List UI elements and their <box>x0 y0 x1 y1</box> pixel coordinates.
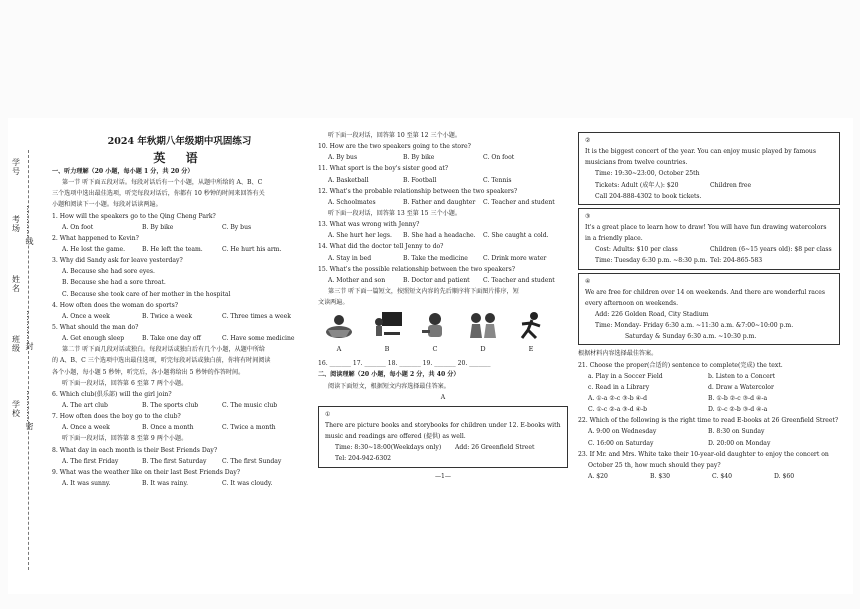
part2-instruction-2: 的 A、B、C 三个选项中选出最佳选项，听完每段对话或独白前，你将有时间阅读 <box>52 357 271 365</box>
question-9: 9. What was the weather like on their last Best Friends Day? <box>52 468 241 476</box>
option-a[interactable]: A. ①-a ②-c ③-b ④-d <box>588 394 648 402</box>
option-a[interactable]: A. Stay in bed <box>328 254 372 262</box>
question-13-options <box>318 230 568 241</box>
question-14-options <box>318 253 568 264</box>
option-a[interactable]: A. Once a week <box>62 424 110 432</box>
notice-1-address: Add: 26 Greenfield Street <box>455 444 535 452</box>
option-c[interactable]: C. Twice a month <box>222 424 276 432</box>
question-21-options-cd <box>578 404 840 415</box>
binding-margin <box>8 150 38 570</box>
option-a[interactable]: A. She hurt her legs. <box>328 232 392 240</box>
option-c[interactable]: C. Because she took care of her mother in the hospital <box>62 290 231 298</box>
notice-2-number: ② <box>585 137 591 144</box>
picture-d-icon <box>466 310 500 342</box>
question-1-options <box>52 222 307 233</box>
listen-instruction-8-9: 听下面一段对话，回答第 8 至第 9 两个小题。 <box>62 435 188 443</box>
listen-instruction-13-15: 听下面一段对话，回答第 13 至第 15 三个小题。 <box>328 209 461 217</box>
notice-4-text-2: every afternoon on weekends. <box>585 299 679 307</box>
option-b[interactable]: B. By bike <box>403 154 435 162</box>
notice-2-tickets-row <box>585 180 835 191</box>
part1-instruction: 第一节 听下面五段对话。每段对话后有一个小题，从题中所给的 A、B、C <box>62 179 263 187</box>
question-10-options <box>318 152 568 163</box>
question-9-options <box>52 478 307 489</box>
option-c[interactable]: C. 16:00 on Saturday <box>588 439 654 447</box>
option-b[interactable]: B. The first Saturday <box>142 457 207 465</box>
label-exam-room: 考场 <box>12 215 20 233</box>
column-2 <box>318 130 568 482</box>
question-2-options <box>52 244 307 255</box>
question-7-options <box>52 422 307 433</box>
notice-2-children: Children free <box>710 181 752 189</box>
option-d[interactable]: D. $60 <box>774 472 795 480</box>
question-1: 1. How will the speakers go to the Qing Cheng Park? <box>52 212 216 220</box>
label-name: 姓名 <box>12 275 20 293</box>
question-6: 6. Which club(俱乐部) will the girl join? <box>52 390 172 398</box>
question-23-line-2: October 25 th, how much should they pay? <box>588 461 721 469</box>
question-11-options <box>318 175 568 186</box>
label-class: 班级 <box>12 335 20 353</box>
option-b[interactable]: B. ①-b ②-c ③-d ④-a <box>708 394 768 402</box>
option-b[interactable]: B. Football <box>403 176 437 184</box>
option-c[interactable]: C. Tennis <box>483 176 512 184</box>
option-b[interactable]: B. By bike <box>142 223 174 231</box>
notice-1-time: Time: 8:30~18:00(Weekdays only) <box>335 444 442 452</box>
reading-instruction: 阅读下面短文，根据短文内容选择最佳答案。 <box>328 382 450 390</box>
notice-3-children: Children (6~15 years old): $8 per class <box>710 246 832 254</box>
column-1 <box>52 130 307 489</box>
mark-seal: …………封 <box>25 310 34 350</box>
picture-a-icon <box>322 310 356 342</box>
option-b[interactable]: B. 8:30 on Sunday <box>708 428 765 436</box>
notice-2-text-2: musicians from twelve countries. <box>585 159 688 167</box>
label-school: 学校 <box>12 400 20 418</box>
notice-3-cost-row <box>585 244 835 255</box>
part2-instruction-3: 各个小题，每小题 5 秒钟，听完后，各小题将给出 5 秒钟的作答时间。 <box>52 368 245 376</box>
notice-2-text: It is the biggest concert of the year. You can enjoy music played by famous <box>585 148 816 156</box>
option-a[interactable]: A. By bus <box>328 154 358 162</box>
option-c[interactable]: C. Teacher and student <box>483 276 555 284</box>
option-c[interactable]: C. On foot <box>483 154 515 162</box>
notice-box-2 <box>578 132 840 205</box>
picture-label-e: E <box>528 345 534 354</box>
option-a[interactable]: A. On foot <box>62 223 94 231</box>
picture-label-c: C <box>432 345 438 354</box>
option-a[interactable]: A. It was sunny. <box>62 479 111 487</box>
question-22-options-ab <box>578 426 840 437</box>
option-c[interactable]: C. He hurt his arm. <box>222 245 282 253</box>
option-b[interactable]: B. Because she had a sore throat. <box>62 279 166 287</box>
mark-line: …………线 <box>25 205 34 245</box>
option-c[interactable]: C. By bus <box>222 223 252 231</box>
question-21-items-ab <box>578 371 840 382</box>
item-d: d. Draw a Watercolor <box>708 383 774 391</box>
question-22-options-cd <box>578 438 840 449</box>
item-a: a. Play in a Soccer Field <box>588 372 663 380</box>
subject-title: 英 语 <box>153 151 206 165</box>
option-a[interactable]: A. 9:00 on Wednesday <box>588 428 657 436</box>
notice-1-tel: Tel: 204-942-6302 <box>335 455 392 463</box>
section-reading: 二、阅读理解（20 小题，每小题 2 分，共 40 分） <box>318 371 460 379</box>
option-b[interactable]: B. Take the medicine <box>403 254 468 262</box>
part1-instruction-2: 三个选项中选出最佳选项，听完每段对话后，你都有 10 秒钟的时间来回答有关 <box>52 190 265 198</box>
option-a[interactable]: A. Mother and son <box>328 276 386 284</box>
notice-3-number: ③ <box>585 212 591 220</box>
option-d[interactable]: D. 20:00 on Monday <box>708 439 771 447</box>
question-6-options <box>52 400 307 411</box>
picture-label-b: B <box>384 345 390 354</box>
picture-e-icon <box>514 310 548 342</box>
question-15-options <box>318 275 568 286</box>
option-c[interactable]: C. The first Sunday <box>222 457 282 465</box>
option-a[interactable]: A. He lost the game. <box>62 245 126 253</box>
option-a[interactable]: A. $20 <box>588 472 608 480</box>
notice-box-4 <box>578 273 840 346</box>
picture-label-a: A <box>336 345 342 354</box>
notice-4-number: ④ <box>585 277 591 285</box>
notice-3-cost: Cost: Adults: $10 per class <box>595 246 678 254</box>
option-b[interactable]: B. Twice a week <box>142 312 193 320</box>
option-a[interactable]: A. The art club <box>62 401 108 409</box>
picture-c-icon <box>418 310 452 342</box>
question-14: 14. What did the doctor tell Jenny to do? <box>318 243 444 251</box>
question-5-options <box>52 333 307 344</box>
question-15: 15. What's the possible relationship between the two speakers? <box>318 265 515 273</box>
notice-1-text: There are picture books and storybooks for children under 12. E-books with <box>325 421 561 429</box>
question-2: 2. What happened to Kevin? <box>52 234 139 242</box>
part1-instruction-3: 小题和阅读下一小题。每段对话读两遍。 <box>52 201 162 209</box>
section-listening: 一、听力理解（20 小题，每小题 1 分，共 20 分） <box>52 168 194 175</box>
notice-1-number: ① <box>325 410 331 418</box>
option-c[interactable]: C. She caught a cold. <box>483 232 549 240</box>
option-a[interactable]: A. Because she had sore eyes. <box>62 268 155 276</box>
part2-instruction: 第二节 听下面几段对话或独白。每段对话或独白后有几个小题，从题中所给 <box>62 346 266 354</box>
question-12: 12. What's the probable relationship between the two speakers? <box>318 187 518 195</box>
option-d[interactable]: D. ①-c ②-b ③-d ④-a <box>708 406 768 414</box>
notice-box-3 <box>578 208 840 270</box>
question-21-items-cd <box>578 382 840 393</box>
option-c[interactable]: C. Three times a week <box>222 312 291 320</box>
option-c[interactable]: C. Teacher and student <box>483 198 555 206</box>
listen-instruction-6-7: 听下面一段对话，回答第 6 至第 7 两个小题。 <box>62 379 188 387</box>
notice-4-address: Add: 226 Golden Road, City Stadium <box>595 310 709 318</box>
notice-3-time-row <box>585 255 835 266</box>
column-3 <box>578 132 840 482</box>
question-7: 7. How often does the boy go to the club? <box>52 413 181 421</box>
questions-instruction: 根据材料内容选择最佳答案。 <box>578 350 658 358</box>
option-a[interactable]: A. The first Friday <box>62 457 119 465</box>
option-b[interactable]: B. She had a headache. <box>403 232 476 240</box>
item-b: b. Listen to a Concert <box>708 372 776 380</box>
question-23-options <box>578 471 840 482</box>
part3-instruction-2: 文读两遍。 <box>318 299 349 307</box>
mark-secret: …………密 <box>25 390 34 430</box>
question-10: 10. How are the two speakers going to the store? <box>318 143 471 151</box>
option-c[interactable]: C. It was cloudy. <box>222 479 273 487</box>
answer-blanks-16-20[interactable]: 16. _______ 17. _______ 18. _______ 19. _______ 20. _______ <box>318 360 491 368</box>
option-b[interactable]: B. It was rainy. <box>142 479 189 487</box>
question-22: 22. Which of the following is the right time to read E-books at 26 Greenfield Street? <box>578 417 839 425</box>
notice-2-tickets: Tickets: Adult (成年人): $20 <box>595 181 679 189</box>
option-a[interactable]: A. Basketball <box>328 176 369 184</box>
question-12-options <box>318 197 568 208</box>
question-4-options <box>52 311 307 322</box>
option-b[interactable]: B. Take one day off <box>142 335 201 343</box>
notice-2-time: Time: 19:30~23:00, October 25th <box>595 170 700 178</box>
question-8: 8. What day in each month is their Best Friends Day? <box>52 446 218 454</box>
part3-instruction: 第三节 听下面一篇短文，按照短文内容的先后顺序将下面图片排序，短 <box>328 287 519 295</box>
option-b[interactable]: B. $30 <box>650 472 670 480</box>
option-a[interactable]: A. Once a week <box>62 312 110 320</box>
listen-instruction-10-12: 听下面一段对话，回答第 10 至第 12 三个小题。 <box>328 132 461 139</box>
option-b[interactable]: B. Father and daughter <box>403 198 476 206</box>
notice-3-time: Time: Tuesday 6:30 p.m. ~8:30 p.m. <box>595 257 708 265</box>
notice-4-time-weekend: Saturday & Sunday 6:30 a.m. ~10:30 p.m. <box>625 333 757 341</box>
option-c[interactable]: C. $40 <box>712 472 732 480</box>
option-c[interactable]: C. Drink more water <box>483 254 547 262</box>
option-b[interactable]: B. He left the team. <box>142 245 203 253</box>
option-b[interactable]: B. The sports club <box>142 401 199 409</box>
notice-1-text-2: music and readings are offered (提供) as well. <box>325 433 466 441</box>
notice-4-time: Time: Monday- Friday 6:30 a.m. ~11:30 a.m. &7:00~10:00 p.m. <box>595 322 794 330</box>
question-21: 21. Choose the proper(合适的) sentence to complete(完成) the text. <box>578 361 783 369</box>
option-a[interactable]: A. Schoolmates <box>328 198 376 206</box>
option-b[interactable]: B. Doctor and patient <box>403 276 470 284</box>
notice-3-text-2: in a friendly place. <box>585 235 643 243</box>
question-5: 5. What should the man do? <box>52 323 139 331</box>
exam-title: 2024 年秋期八年级期中巩固练习 <box>107 136 252 147</box>
option-c[interactable]: C. Have some medicine <box>222 335 295 343</box>
picture-row <box>318 310 568 356</box>
option-a[interactable]: A. Get enough sleep <box>62 335 125 343</box>
question-23: 23. If Mr. and Mrs. White take their 10-year-old daughter to enjoy the concert on <box>578 450 829 458</box>
option-b[interactable]: B. Once a month <box>142 424 194 432</box>
notice-2-call: Call 204-888-4302 to book tickets. <box>595 192 702 200</box>
question-3: 3. Why did Sandy ask for leave yesterday? <box>52 257 183 265</box>
notice-1-time-add <box>325 442 563 453</box>
question-4: 4. How often does the woman do sports? <box>52 301 179 309</box>
question-11: 11. What sport is the boy's sister good at? <box>318 165 449 173</box>
option-c[interactable]: C. ①-c ②-a ③-d ④-b <box>588 406 648 414</box>
notice-box-1 <box>318 406 568 468</box>
notice-3-tel: Tel: 204-865-583 <box>710 257 763 265</box>
item-c: c. Read in a Library <box>588 383 650 391</box>
notice-4-text: We are free for children over 14 on weekends. And there are wonderful races <box>585 288 826 296</box>
page-number: —1— <box>434 472 452 480</box>
picture-b-icon <box>370 310 404 342</box>
question-21-options-ab <box>578 393 840 404</box>
question-13: 13. What was wrong with Jenny? <box>318 221 420 229</box>
notice-3-text: It's a great place to learn how to draw! You will have fun drawing watercolors <box>585 223 827 231</box>
picture-label-d: D <box>480 345 486 354</box>
question-8-options <box>52 456 307 467</box>
label-student-id: 学号 <box>12 158 20 176</box>
option-c[interactable]: C. The music club <box>222 401 278 409</box>
passage-a-label: A <box>440 393 446 401</box>
